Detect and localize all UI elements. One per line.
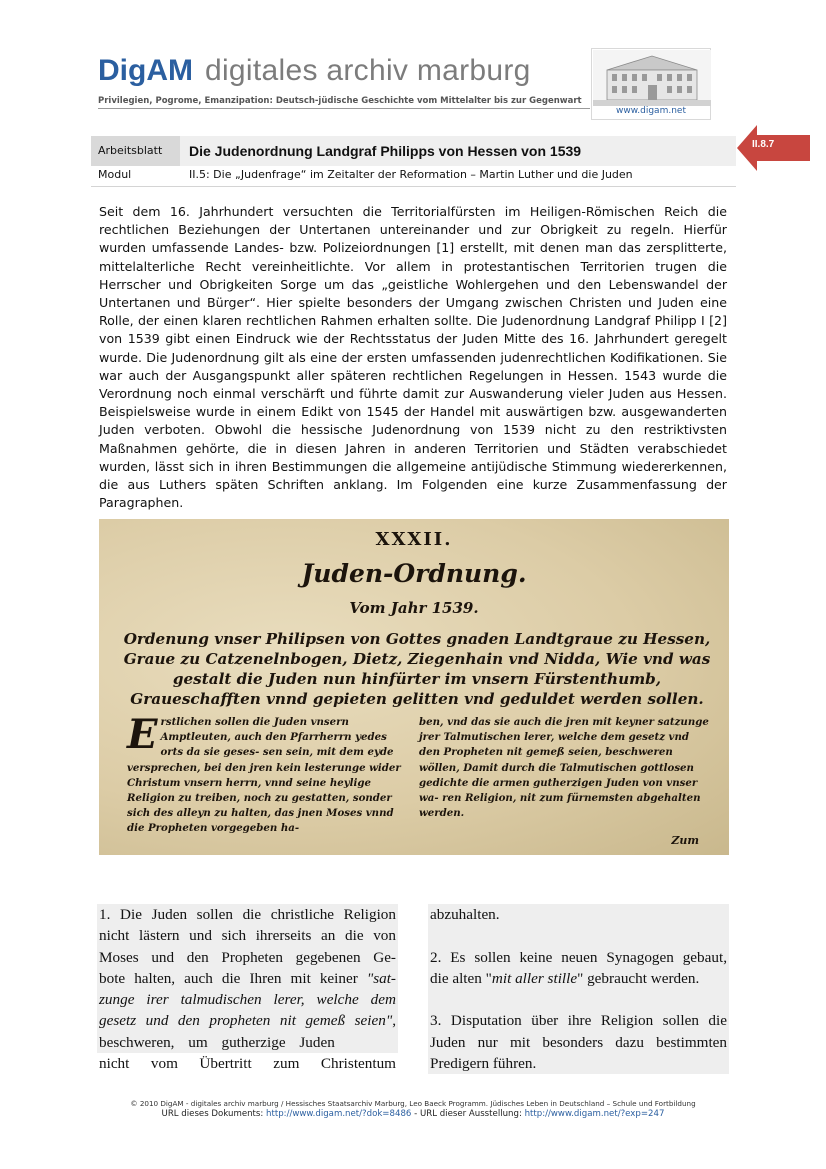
facsimile-image: [99, 519, 729, 855]
summary-right-column: [428, 904, 729, 1074]
summary-text: " gebraucht werden.: [577, 969, 700, 987]
brand: [98, 54, 531, 88]
section-badge: II.8.7: [752, 139, 775, 150]
footer-copyright: © 2010 DigAM - digitales archiv marburg / Hessisches Staatsarchiv Marburg, Leo Baeck Programm. Jüdisches Leben in Deutschland – Schule und Fortbildung: [130, 1099, 696, 1108]
summary-line: Juden nur mit besonders dazu bestimmten: [428, 1032, 729, 1053]
summary-spacer: [428, 989, 729, 1010]
summary-line: Moses und den Propheten gegebenen Ge-: [99, 948, 396, 966]
brand-long: digitales archiv marburg: [204, 54, 531, 87]
facsimile-number: XXXII.: [375, 529, 453, 550]
brand-short: DigAM: [98, 54, 193, 87]
module-label: Modul: [98, 168, 132, 181]
summary-line: [97, 968, 398, 989]
summary-left-column: [97, 904, 398, 1074]
page-title: Die Judenordnung Landgraf Philipps von Hessen von 1539: [180, 136, 736, 166]
intro-text: Seit dem 16. Jahrhundert versuchten die Territorialfürsten im Heiligen-Römischen Reich die rechtlichen Beziehungen der Untertanen untereinander und zur Obrigkeit zu regeln. Hierfür wurden umfassende Landes- bzw. Polizeiordnungen [1] erstellt, mit denen man das zersplitterte, mittelalterliche Recht vereinheitlichte. Vor allem in protestantischen Territorien trugen die Herrscher und Obrigkeiten Sorge um das „geistliche Wohlergehen und den Lebenswandel der Untertanen und Bürger“. Hier spielte besonders der Umgang zwischen Christen und Juden eine Rolle, der einen klaren rechtlichen Rahmen erhalten sollte. Die Judenordnung Landgraf Philipp I [2] von 1539 gibt einen Eindruck wie der Rechtsstatus der Juden Mitte des 16. Jahrhundert geregelt wurde. Die Judenordnung gilt als eine der ersten umfassenden judenrechtlichen Kodifikationen. Sie war auch der Ausgangspunkt aller späteren rechtlichen Regelungen in Hessen. 1543 wurde die Verordnung noch einmal verschärft und führte damit zur Auswanderung vieler Juden aus Hessen. Beispielsweise wurde in einem Edikt von 1545 der Handel mit auswärtigen bzw. ausgewanderten Juden verboten. Obwohl die hessische Judenordnung von 1539 nicht zu den restriktivsten Maßnahmen gehörte, die in diesen Jahren in anderen Territorien und Städten verabschiedet wurden, lässt sich in ihren Bestimmungen die allgemeine antijüdische Stimmung wiedererkennen, die aus Luthers späten Schriften anklang. Im Folgenden eine kurze Zusammenfassung der Paragraphen.: [99, 204, 727, 511]
header-divider: [98, 108, 590, 109]
facsimile-left-text: rstlichen sollen die Juden vnsern Amptleuten, auch den Pfarrherrn yedes orts da sie geses- sen sein, mit dem eyde versprechen, bei den jren kein lesterunge wider Christum vnsern herrn, vnnd seine heylige Religion zu treiben, noch zu gestatten, sonder sich des alleyn zu halten, das jnen Moses vnnd die Propheten vorgegeben ha-: [127, 716, 401, 835]
summary-line: 1. Die Juden sollen die christliche Religion: [99, 906, 396, 923]
quote-start: "sat-: [366, 969, 396, 987]
summary-line: [428, 968, 729, 989]
facsimile-right-column: ben, vnd das sie auch die jren mit keyner satzunge jrer Talmutischen lerer, welche dem gesetz vnd den Propheten nit gemeß seien, beschweren wöllen, Damit durch die Talmutischen gottlosen gedichte die armen gutherzigen Juden von vnser wa- ren Religion, nit zum fürnemsten abgehalten werden.: [419, 716, 709, 820]
summary-line: nicht vom Übertritt zum Christentum: [97, 1053, 398, 1074]
summary-line: 3. Disputation über ihre Religion sollen die: [428, 1010, 729, 1031]
summary-line: abzuhalten.: [428, 904, 729, 925]
summary-text: beschweren, um gutherzige Juden: [99, 1033, 335, 1051]
summary-line: [97, 1010, 398, 1031]
module-divider: [91, 186, 736, 187]
summary-text: die alten ": [430, 969, 492, 987]
summary-line: [97, 1032, 398, 1053]
quote-text: zunge irer talmudischen lerer, welche dem: [99, 991, 396, 1009]
logo[interactable]: [591, 48, 711, 120]
site-url[interactable]: www.digam.net: [616, 106, 686, 116]
module-text: II.5: Die „Judenfrage“ im Zeitalter der Reformation – Martin Luther und die Juden: [189, 168, 633, 181]
summary-spacer: [428, 925, 729, 946]
quote-end: ": [385, 1012, 393, 1030]
summary-line: 2. Es sollen keine neuen Synagogen gebaut,: [428, 947, 729, 968]
facsimile-title: Juden-Ordnung.: [301, 559, 527, 588]
quote-text: gesetz und den propheten nit gemeß seien: [99, 1012, 386, 1030]
footer-exp-label: - URL dieser Ausstellung:: [411, 1109, 525, 1119]
footer-doc-label: URL dieses Dokuments:: [161, 1109, 267, 1119]
summary-line: nicht lästern und sich ihrerseits an die von: [99, 927, 396, 945]
exhibition-url-link[interactable]: http://www.digam.net/?exp=247: [524, 1109, 665, 1119]
facsimile-heading: Ordenung vnser Philipsen von Gottes gnaden Landtgraue zu Hessen, Graue zu Catzenelnbogen, Dietz, Ziegenhain vnd Nidda, Wie vnd was gestalt die Juden nun hinfürter im vnsern Fürstenthumb, Graueschafften vnnd gepieten gelitten vnd geduldet werden sollen.: [123, 630, 711, 708]
footer-urls: [0, 1109, 826, 1119]
tagline: Privilegien, Pogrome, Emanzipation: Deutsch-jüdische Geschichte vom Mittelalter bis zur Gegenwart: [98, 96, 582, 106]
quote-text: mit aller stille: [491, 969, 578, 987]
summary-text: bote halten, auch die Ihren mit keiner: [99, 969, 367, 987]
facsimile-left-column: [127, 711, 407, 837]
document-url-link[interactable]: http://www.digam.net/?dok=8486: [266, 1109, 412, 1119]
facsimile-initial: E: [127, 711, 158, 758]
summary-line: [97, 989, 398, 1010]
facsimile-year: Vom Jahr 1539.: [349, 599, 479, 617]
summary-line: Predigern führen.: [428, 1053, 729, 1074]
facsimile-catchword: Zum: [671, 834, 699, 847]
comma: ,: [392, 1012, 396, 1030]
worksheet-label: Arbeitsblatt: [91, 136, 180, 166]
archive-building-logo: [593, 50, 711, 106]
